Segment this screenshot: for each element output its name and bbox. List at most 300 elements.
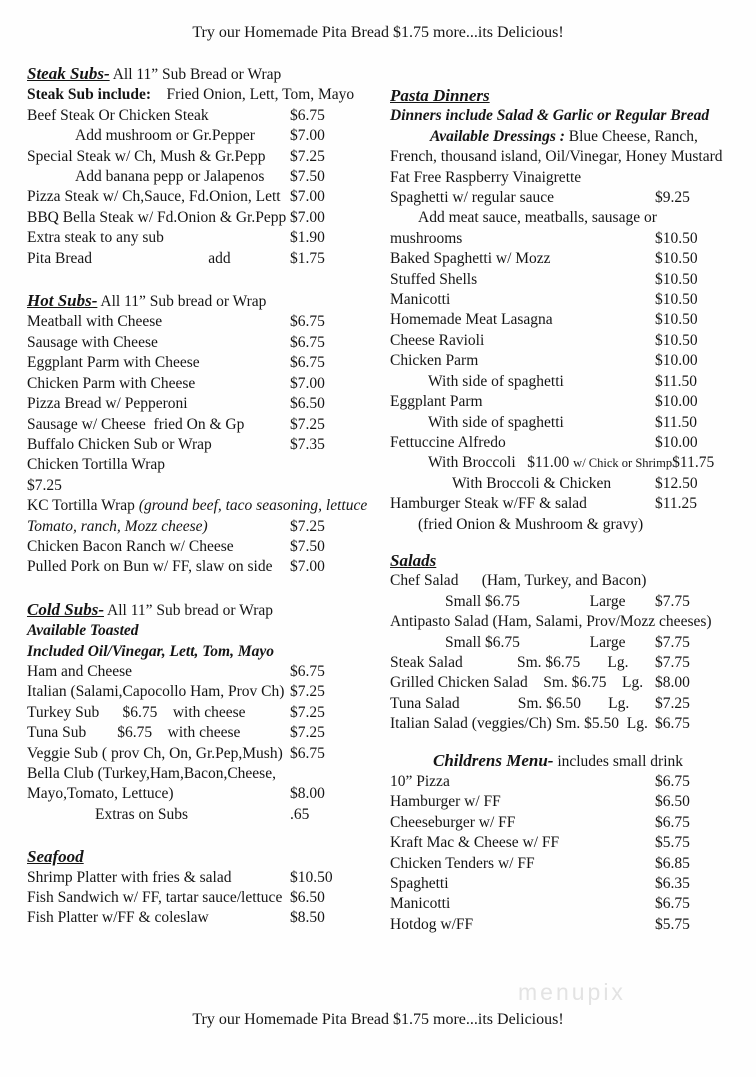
- menu-item: [27, 228, 357, 248]
- menu-item: [390, 633, 726, 653]
- item-price: $6.50: [290, 395, 325, 413]
- watermark: menupix: [518, 979, 626, 1005]
- menu-item: [27, 682, 357, 702]
- item-label: [390, 515, 726, 535]
- item-label: [27, 333, 290, 353]
- section-title-text: Childrens Menu-: [432, 750, 554, 770]
- item-text-fragment: Tuna Sub $6.75 with cheese: [27, 724, 241, 742]
- menu-item: [27, 353, 357, 373]
- item-text-fragment: Extras on Subs: [95, 805, 188, 823]
- item-text-fragment: Tuna Salad Sm. $6.50 Lg.: [390, 694, 630, 712]
- section-title-suffix: All 11” Sub bread or Wrap: [104, 601, 273, 619]
- item-price: $6.75: [655, 715, 690, 733]
- menu-item: [390, 208, 726, 228]
- item-label: [27, 85, 357, 105]
- item-label: [27, 662, 290, 682]
- item-text-fragment: (ground beef, taco seasoning, lettuce: [138, 497, 368, 515]
- menu-item: [390, 168, 726, 188]
- item-price: $7.00: [290, 208, 325, 226]
- section-title: [27, 291, 357, 312]
- menu-item: [390, 372, 726, 392]
- menu-item: [27, 455, 357, 475]
- menu-item: [27, 621, 357, 641]
- section-title: [27, 600, 357, 621]
- item-label: [390, 694, 655, 714]
- item-label: [390, 127, 726, 147]
- item-text-fragment: With side of spaghetti: [428, 372, 564, 390]
- item-label: [390, 453, 672, 473]
- item-label: [27, 744, 290, 764]
- menu-item: [27, 374, 357, 394]
- item-text-fragment: Dinners include Salad & Garlic or Regular Bread: [390, 107, 710, 125]
- menu-item: [390, 494, 726, 514]
- left-column: [27, 64, 368, 929]
- item-label: [390, 894, 655, 914]
- item-label: [27, 312, 290, 332]
- item-label: [27, 208, 290, 228]
- item-price: $6.75: [290, 333, 325, 351]
- menu-item: [390, 612, 726, 632]
- item-text-fragment: Chicken Parm with Cheese: [27, 374, 196, 392]
- item-text-fragment: Chicken Tortilla Wrap: [27, 456, 166, 474]
- item-text-fragment: Pizza Bread w/ Pepperoni: [27, 395, 188, 413]
- section-title-suffix: includes small drink: [553, 752, 684, 770]
- item-price: $7.75: [655, 633, 690, 651]
- item-label: [27, 394, 290, 414]
- item-label: [27, 167, 290, 187]
- item-price: $10.50: [655, 311, 698, 329]
- menu-item: [27, 106, 357, 126]
- item-text-fragment: Cheeseburger w/ FF: [390, 813, 516, 831]
- item-text-fragment: Steak Sub include:: [27, 86, 152, 104]
- menu-item: [27, 784, 357, 804]
- item-label: [390, 351, 655, 371]
- item-text-fragment: Mayo,Tomato, Lettuce): [27, 785, 174, 803]
- menu-item: [27, 208, 357, 228]
- item-text-fragment: With Broccoli & Chicken: [452, 474, 612, 492]
- menu-section: [390, 551, 726, 735]
- item-label: [390, 270, 655, 290]
- item-price: $7.25: [290, 517, 325, 535]
- item-label: [27, 147, 290, 167]
- item-text-fragment: Kraft Mac & Cheese w/ FF: [390, 834, 560, 852]
- item-price: $10.50: [655, 291, 698, 309]
- menu-item: [27, 908, 357, 928]
- item-text-fragment: Homemade Meat Lasagna: [390, 311, 553, 329]
- menu-item: [390, 127, 726, 147]
- item-label: [390, 592, 655, 612]
- item-price: $11.25: [655, 495, 698, 513]
- item-text-fragment: (fried Onion & Mushroom & gravy): [418, 515, 644, 533]
- item-text-fragment: Spaghetti: [390, 875, 449, 893]
- menu-item: [390, 813, 726, 833]
- item-price: $8.00: [655, 674, 690, 692]
- item-label: [27, 106, 290, 126]
- item-text-fragment: KC Tortilla Wrap: [27, 497, 139, 515]
- item-label: [27, 187, 290, 207]
- menu-item: [390, 592, 726, 612]
- item-label: [390, 772, 655, 792]
- item-label: [390, 813, 655, 833]
- section-title-text: Seafood: [27, 847, 84, 867]
- item-text-fragment: Extra steak to any sub: [27, 229, 164, 247]
- item-label: [390, 494, 655, 514]
- item-text-fragment: Manicotti: [390, 895, 451, 913]
- item-label: [390, 673, 655, 693]
- menu-item: [27, 703, 357, 723]
- item-label: [390, 310, 655, 330]
- item-text-fragment: Buffalo Chicken Sub or Wrap: [27, 435, 212, 453]
- menu-item: [27, 126, 357, 146]
- item-label: [27, 723, 290, 743]
- menu-item: [27, 517, 357, 537]
- item-text-fragment: Stuffed Shells: [390, 270, 478, 288]
- item-text-fragment: Cheese Ravioli: [390, 331, 485, 349]
- menu-item: [27, 333, 357, 353]
- menu-item: [390, 915, 726, 935]
- item-label: [390, 392, 655, 412]
- menu-item: [390, 290, 726, 310]
- item-text-fragment: Bella Club (Turkey,Ham,Bacon,Cheese,: [27, 765, 276, 782]
- menu-item: [390, 106, 726, 126]
- menu-item: [27, 496, 368, 516]
- item-label: [27, 642, 357, 662]
- menu-item: [390, 571, 726, 591]
- item-label: [390, 229, 655, 249]
- item-price: $6.75: [290, 354, 325, 372]
- item-text-fragment: Ham and Cheese: [27, 662, 133, 680]
- item-text-fragment: Small $6.75 Large: [445, 633, 626, 651]
- menu-section: [27, 291, 368, 578]
- item-label: [27, 784, 290, 804]
- item-label: [390, 168, 726, 188]
- menu-item: [27, 723, 357, 743]
- item-text-fragment: Fettuccine Alfredo: [390, 433, 506, 451]
- item-price: $7.00: [290, 374, 325, 392]
- item-label: [27, 476, 357, 496]
- menu-item: [390, 392, 726, 412]
- item-price: $9.25: [655, 189, 690, 207]
- item-label: [27, 353, 290, 373]
- section-title-text: Salads: [390, 550, 437, 570]
- item-text-fragment: Hamburger Steak w/FF & salad: [390, 495, 587, 513]
- item-text-fragment: Eggplant Parm with Cheese: [27, 354, 200, 372]
- item-price: $6.75: [655, 813, 690, 831]
- item-text-fragment: Veggie Sub ( prov Ch, On, Gr.Pep,Mush): [27, 744, 283, 762]
- item-price: $11.50: [655, 372, 698, 390]
- item-text-fragment: French, thousand island, Oil/Vinegar, Honey Mustard: [390, 148, 723, 166]
- item-price: $10.00: [655, 433, 698, 451]
- menu-item: [27, 662, 357, 682]
- menu-item: [27, 888, 357, 908]
- item-text-fragment: Blue Cheese, Ranch,: [564, 127, 698, 145]
- item-text-fragment: Available Dressings :: [430, 127, 565, 145]
- item-price: $10.50: [655, 331, 698, 349]
- item-label: [390, 433, 655, 453]
- item-price: $7.25: [290, 703, 325, 721]
- menu-item: [390, 694, 726, 714]
- item-price: $7.00: [290, 558, 325, 576]
- menu-item: [390, 188, 726, 208]
- item-label: [27, 517, 290, 537]
- menu-item: [27, 868, 357, 888]
- item-label: [390, 249, 655, 269]
- menu-section: [27, 64, 357, 269]
- item-price: $7.00: [290, 188, 325, 206]
- menu-item: [27, 805, 357, 825]
- item-price: $6.75: [655, 773, 690, 790]
- item-label: [27, 228, 290, 248]
- item-text-fragment: With side of spaghetti: [428, 413, 564, 431]
- item-text-fragment: Add meat sauce, meatballs, sausage or: [418, 209, 657, 227]
- section-title: [390, 751, 726, 772]
- item-text-fragment: Antipasto Salad (Ham, Salami, Prov/Mozz cheeses): [390, 613, 712, 631]
- item-text-fragment: Spaghetti w/ regular sauce: [390, 189, 554, 207]
- item-price: $7.25: [655, 694, 690, 712]
- item-price: $8.50: [290, 909, 325, 927]
- item-text-fragment: Pita Bread add: [27, 249, 231, 267]
- item-label: [390, 653, 655, 673]
- menu-item: [27, 312, 357, 332]
- menu-item: [390, 673, 726, 693]
- section-title-suffix: All 11” Sub bread or Wrap: [97, 293, 267, 311]
- item-text-fragment: Small $6.75 Large: [445, 592, 626, 610]
- item-text-fragment: Hotdog w/FF: [390, 915, 474, 933]
- item-text-fragment: Fish Platter w/FF & coleslaw: [27, 909, 209, 927]
- menu-item: [27, 476, 357, 496]
- item-price: $6.75: [290, 744, 325, 762]
- item-text-fragment: Eggplant Parm: [390, 393, 483, 411]
- menu-item: [390, 792, 726, 812]
- item-label: [390, 714, 655, 734]
- item-label: [390, 874, 655, 894]
- item-text-fragment: With Broccoli $11.00: [428, 454, 574, 472]
- item-text-fragment: Add mushroom or Gr.Pepper: [75, 127, 255, 145]
- menu-item: [390, 653, 726, 673]
- menu-item: [27, 187, 357, 207]
- item-label: [27, 805, 290, 825]
- item-label: [390, 915, 655, 935]
- menu-item: [390, 249, 726, 269]
- section-title: [27, 64, 357, 85]
- item-price: $7.25: [290, 724, 325, 742]
- item-text-fragment: Hamburger w/ FF: [390, 793, 501, 811]
- item-text-fragment: Meatball with Cheese: [27, 313, 163, 331]
- item-text-fragment: Included Oil/Vinegar, Lett, Tom, Mayo: [27, 642, 275, 660]
- item-text-fragment: Chef Salad (Ham, Turkey, and Bacon): [390, 572, 647, 590]
- item-price: $12.50: [655, 474, 698, 492]
- item-label: [27, 496, 367, 516]
- item-label: [390, 331, 655, 351]
- item-text-fragment: Shrimp Platter with fries & salad: [27, 868, 232, 886]
- menu-item: [390, 833, 726, 853]
- menu-item: [390, 433, 726, 453]
- item-text-fragment: Manicotti: [390, 291, 451, 309]
- item-label: [390, 792, 655, 812]
- item-text-fragment: $7.25: [27, 476, 62, 494]
- item-price: $7.25: [290, 415, 325, 433]
- section-title: [27, 847, 357, 867]
- item-price: $1.75: [290, 249, 325, 267]
- item-label: [390, 188, 655, 208]
- menu-item: [390, 874, 726, 894]
- item-price: $10.50: [290, 868, 333, 886]
- menu-item: [390, 147, 726, 167]
- item-text-fragment: Pizza Steak w/ Ch,Sauce, Fd.Onion, Lett: [27, 188, 281, 206]
- item-label: [27, 249, 290, 269]
- menu-section: [390, 751, 726, 936]
- item-label: [390, 612, 726, 632]
- menu-item: [390, 413, 726, 433]
- item-text-fragment: Chicken Tenders w/ FF: [390, 854, 535, 872]
- item-price: $7.25: [290, 683, 325, 701]
- item-text-fragment: Tomato, ranch, Mozz cheese): [27, 517, 208, 535]
- item-label: [27, 908, 290, 928]
- menu-item: [27, 394, 357, 414]
- item-text-fragment: Grilled Chicken Salad Sm. $6.75 Lg.: [390, 674, 644, 692]
- item-label: [390, 106, 726, 126]
- section-title-text: Steak Subs-: [27, 64, 110, 83]
- item-text-fragment: Baked Spaghetti w/ Mozz: [390, 250, 551, 268]
- item-price: $6.75: [290, 106, 325, 124]
- item-price: $10.00: [655, 393, 698, 411]
- section-title-suffix: All 11” Sub Bread or Wrap: [109, 66, 282, 83]
- item-text-fragment: Chicken Parm: [390, 352, 479, 370]
- item-text-fragment: Italian Salad (veggies/Ch) Sm. $5.50 Lg.: [390, 715, 648, 733]
- section-title: [390, 551, 726, 571]
- menu-section: [27, 847, 357, 929]
- item-text-fragment: Italian (Salami,Capocollo Ham, Prov Ch): [27, 683, 285, 701]
- menu-item: [27, 167, 357, 187]
- item-price: $7.00: [290, 127, 325, 145]
- item-label: [390, 372, 655, 392]
- menu-item: [27, 642, 357, 662]
- item-text-fragment: Fat Free Raspberry Vinaigrette: [390, 168, 582, 186]
- menu-item: [390, 331, 726, 351]
- item-text-fragment: Fried Onion, Lett, Tom, Mayo: [151, 86, 355, 104]
- item-price: $10.50: [655, 270, 698, 288]
- item-text-fragment: Chicken Bacon Ranch w/ Cheese: [27, 537, 234, 555]
- menu-item: [390, 474, 726, 494]
- item-text-fragment: Steak Salad Sm. $6.75 Lg.: [390, 653, 629, 671]
- item-price: $6.50: [655, 793, 690, 811]
- bottom-banner: Try our Homemade Pita Bread $1.75 more...its Delicious!: [192, 1011, 564, 1028]
- item-text-fragment: Turkey Sub $6.75 with cheese: [27, 703, 246, 721]
- item-price: $11.75: [672, 454, 715, 472]
- menu-item: [390, 772, 726, 792]
- menu-item: [390, 310, 726, 330]
- item-label: [27, 435, 290, 455]
- item-label: [390, 208, 726, 228]
- item-price: $10.50: [655, 229, 698, 247]
- item-label: [27, 682, 290, 702]
- item-text-fragment: Special Steak w/ Ch, Mush & Gr.Pepp: [27, 147, 266, 165]
- section-title-text: Pasta Dinners: [390, 86, 490, 105]
- menu-item: [390, 714, 726, 734]
- item-price: $5.75: [655, 915, 690, 933]
- item-label: [390, 413, 655, 433]
- item-price: $6.85: [655, 854, 690, 872]
- item-price: $8.00: [290, 785, 325, 803]
- item-price: $6.75: [290, 662, 325, 680]
- item-text-fragment: Beef Steak Or Chicken Steak: [27, 106, 209, 124]
- item-text-fragment: BBQ Bella Steak w/ Fd.Onion & Gr.Pepp: [27, 208, 287, 226]
- item-label: [390, 474, 655, 494]
- item-price: $6.75: [290, 313, 325, 331]
- item-label: [390, 290, 655, 310]
- item-text-fragment: Sausage with Cheese: [27, 333, 158, 351]
- section-title-text: Cold Subs-: [27, 599, 104, 619]
- item-label: [390, 571, 726, 591]
- item-text-fragment: Pulled Pork on Bun w/ FF, slaw on side: [27, 558, 273, 576]
- item-label: [27, 537, 290, 557]
- item-price: $1.90: [290, 229, 325, 247]
- item-price: $7.25: [290, 147, 325, 165]
- menu-item: [390, 515, 726, 535]
- item-label: [27, 126, 290, 146]
- menu-item: [27, 537, 357, 557]
- menu-item: [390, 453, 726, 473]
- item-price: $7.75: [655, 592, 690, 610]
- item-label: [27, 703, 290, 723]
- item-text-fragment: mushrooms: [390, 229, 463, 247]
- item-price: $7.50: [290, 537, 325, 555]
- menu-item: [27, 415, 357, 435]
- item-label: [390, 147, 726, 167]
- menu-item: [27, 744, 357, 764]
- menu-item: [27, 764, 357, 784]
- menu-item: [27, 435, 357, 455]
- item-label: [27, 557, 290, 577]
- menu-item: [390, 351, 726, 371]
- top-banner: Try our Homemade Pita Bread $1.75 more...its Delicious!: [192, 24, 564, 41]
- item-label: [390, 833, 655, 853]
- item-price: $7.50: [290, 168, 325, 186]
- menu-section: [390, 86, 726, 535]
- item-price: $7.35: [290, 435, 325, 453]
- item-text-fragment: Add banana pepp or Jalapenos: [75, 168, 265, 186]
- item-price: $10.00: [655, 352, 698, 370]
- item-label: [390, 854, 655, 874]
- menu-item: [27, 85, 357, 105]
- item-label: [27, 374, 290, 394]
- item-text-fragment: 10” Pizza: [390, 773, 450, 790]
- item-text-fragment: Fish Sandwich w/ FF, tartar sauce/lettuce: [27, 889, 283, 907]
- item-label: [27, 621, 357, 641]
- section-title-text: Hot Subs-: [27, 291, 98, 311]
- menu-section: [27, 600, 357, 825]
- item-price: $5.75: [655, 834, 690, 852]
- right-column: [390, 86, 726, 935]
- menu-item: [27, 147, 357, 167]
- item-label: [27, 415, 290, 435]
- item-text-fragment: Sausage w/ Cheese fried On & Gp: [27, 415, 245, 433]
- item-label: [27, 764, 357, 784]
- menu-item: [390, 854, 726, 874]
- menu-item: [390, 270, 726, 290]
- item-price: .65: [290, 805, 310, 823]
- menu-item: [27, 557, 357, 577]
- item-label: [27, 455, 357, 475]
- item-text-fragment: Available Toasted: [27, 622, 139, 640]
- item-label: [27, 888, 290, 908]
- menu-item: [390, 894, 726, 914]
- menu-item: [390, 229, 726, 249]
- menu-item: [27, 249, 357, 269]
- item-price: $6.50: [290, 889, 325, 907]
- item-price: $6.35: [655, 875, 690, 893]
- item-price: $10.50: [655, 250, 698, 268]
